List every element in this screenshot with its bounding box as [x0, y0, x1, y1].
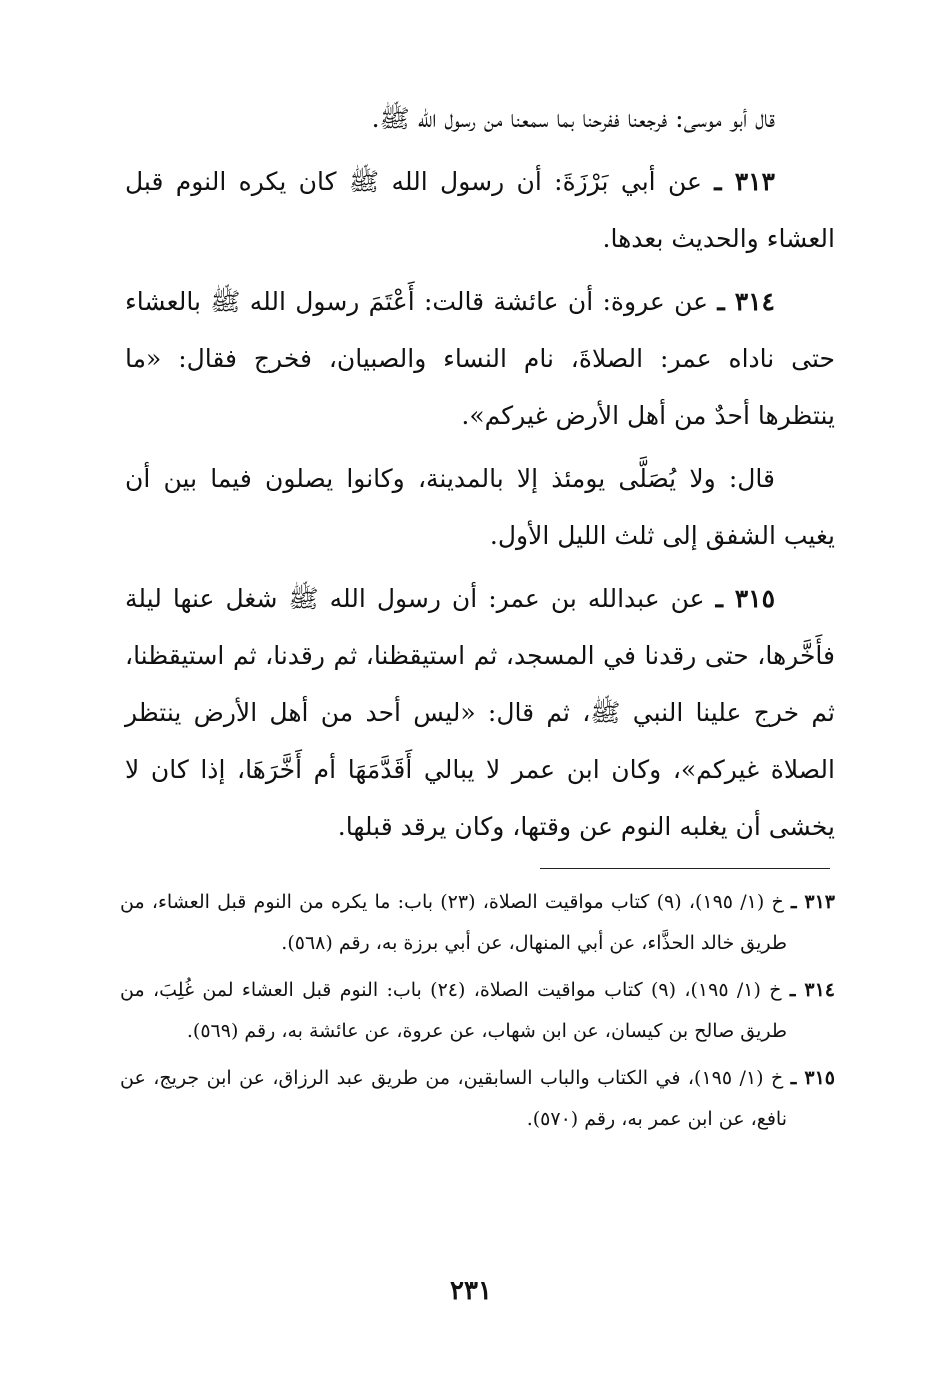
footnote-number: ٣١٥ ـ — [790, 1067, 835, 1089]
footnote-text: خ (١/ ١٩٥)، (٩) كتاب مواقيت الصلاة، (٢٤) باب: النوم قبل العشاء لمن غُلِبَ، من طريق صالح بن كيسان، عن ابن شهاب، عن عروة، عن عائشة به، رقم (٥٦٩). — [120, 979, 787, 1042]
main-text — [125, 90, 835, 861]
hadith-number: ٣١٤ ـ — [717, 287, 775, 316]
footnotes — [120, 882, 835, 1146]
footnote-text: خ (١/ ١٩٥)، في الكتاب والباب السابقين، من طريق عبد الرزاق، عن ابن جريج، عن نافع، عن ابن عمر به، رقم (٥٧٠). — [120, 1067, 787, 1130]
footnote-number: ٣١٤ ـ — [789, 979, 836, 1001]
hadith-text: عن أبي بَرْزَةَ: أن رسول الله ﷺ كان يكره النوم قبل العشاء والحديث بعدها. — [125, 167, 835, 253]
footnote-number: ٣١٣ ـ — [791, 891, 836, 913]
hadith-number: ٣١٣ ـ — [714, 167, 775, 196]
intro-paragraph: قال أبو موسى: فرجعنا ففرحنا بما سمعنا من رسول الله ﷺ. — [371, 104, 775, 133]
page-number: ٢٣١ — [450, 1276, 492, 1306]
hadith-number: ٣١٥ ـ — [715, 584, 776, 613]
footnote-315 — [120, 1058, 835, 1140]
hadith-313 — [125, 153, 835, 267]
footnote-313 — [120, 882, 835, 964]
footnote-divider — [540, 868, 830, 869]
hadith-text: عن عروة: أن عائشة قالت: أَعْتَمَ رسول الله ﷺ بالعشاء حتى ناداه عمر: الصلاةَ، نام النساء والصبيان، فخرج فقال: «ما ينتظرها أحدٌ من أهل الأرض غيركم». — [125, 287, 835, 430]
hadith-314-continuation: قال: ولا يُصَلَّى يومئذ إلا بالمدينة، وكانوا يصلون فيما بين أن يغيب الشفق إلى ثلث الليل الأول. — [125, 464, 835, 550]
hadith-text: عن عبدالله بن عمر: أن رسول الله ﷺ شغل عنها ليلة فأَخَّرها، حتى رقدنا في المسجد، ثم استيقظنا، ثم رقدنا، ثم استيقظنا، ثم خرج علينا النبي ﷺ، ثم قال: «ليس أحد من أهل الأرض ينتظر الصلاة غيركم»، وكان ابن عمر لا يبالي أَقَدَّمَهَا أم أَخَّرَهَا، إذا كان لا يخشى أن يغلبه النوم عن وقتها، وكان يرقد قبلها. — [125, 584, 835, 841]
footnote-text: خ (١/ ١٩٥)، (٩) كتاب مواقيت الصلاة، (٢٣) باب: ما يكره من النوم قبل العشاء، من طريق خالد الحذَّاء، عن أبي المنهال، عن أبي برزة به، رقم (٥٦٨). — [120, 891, 787, 954]
footnote-314 — [120, 970, 835, 1052]
hadith-315 — [125, 570, 835, 855]
hadith-314 — [125, 273, 835, 444]
